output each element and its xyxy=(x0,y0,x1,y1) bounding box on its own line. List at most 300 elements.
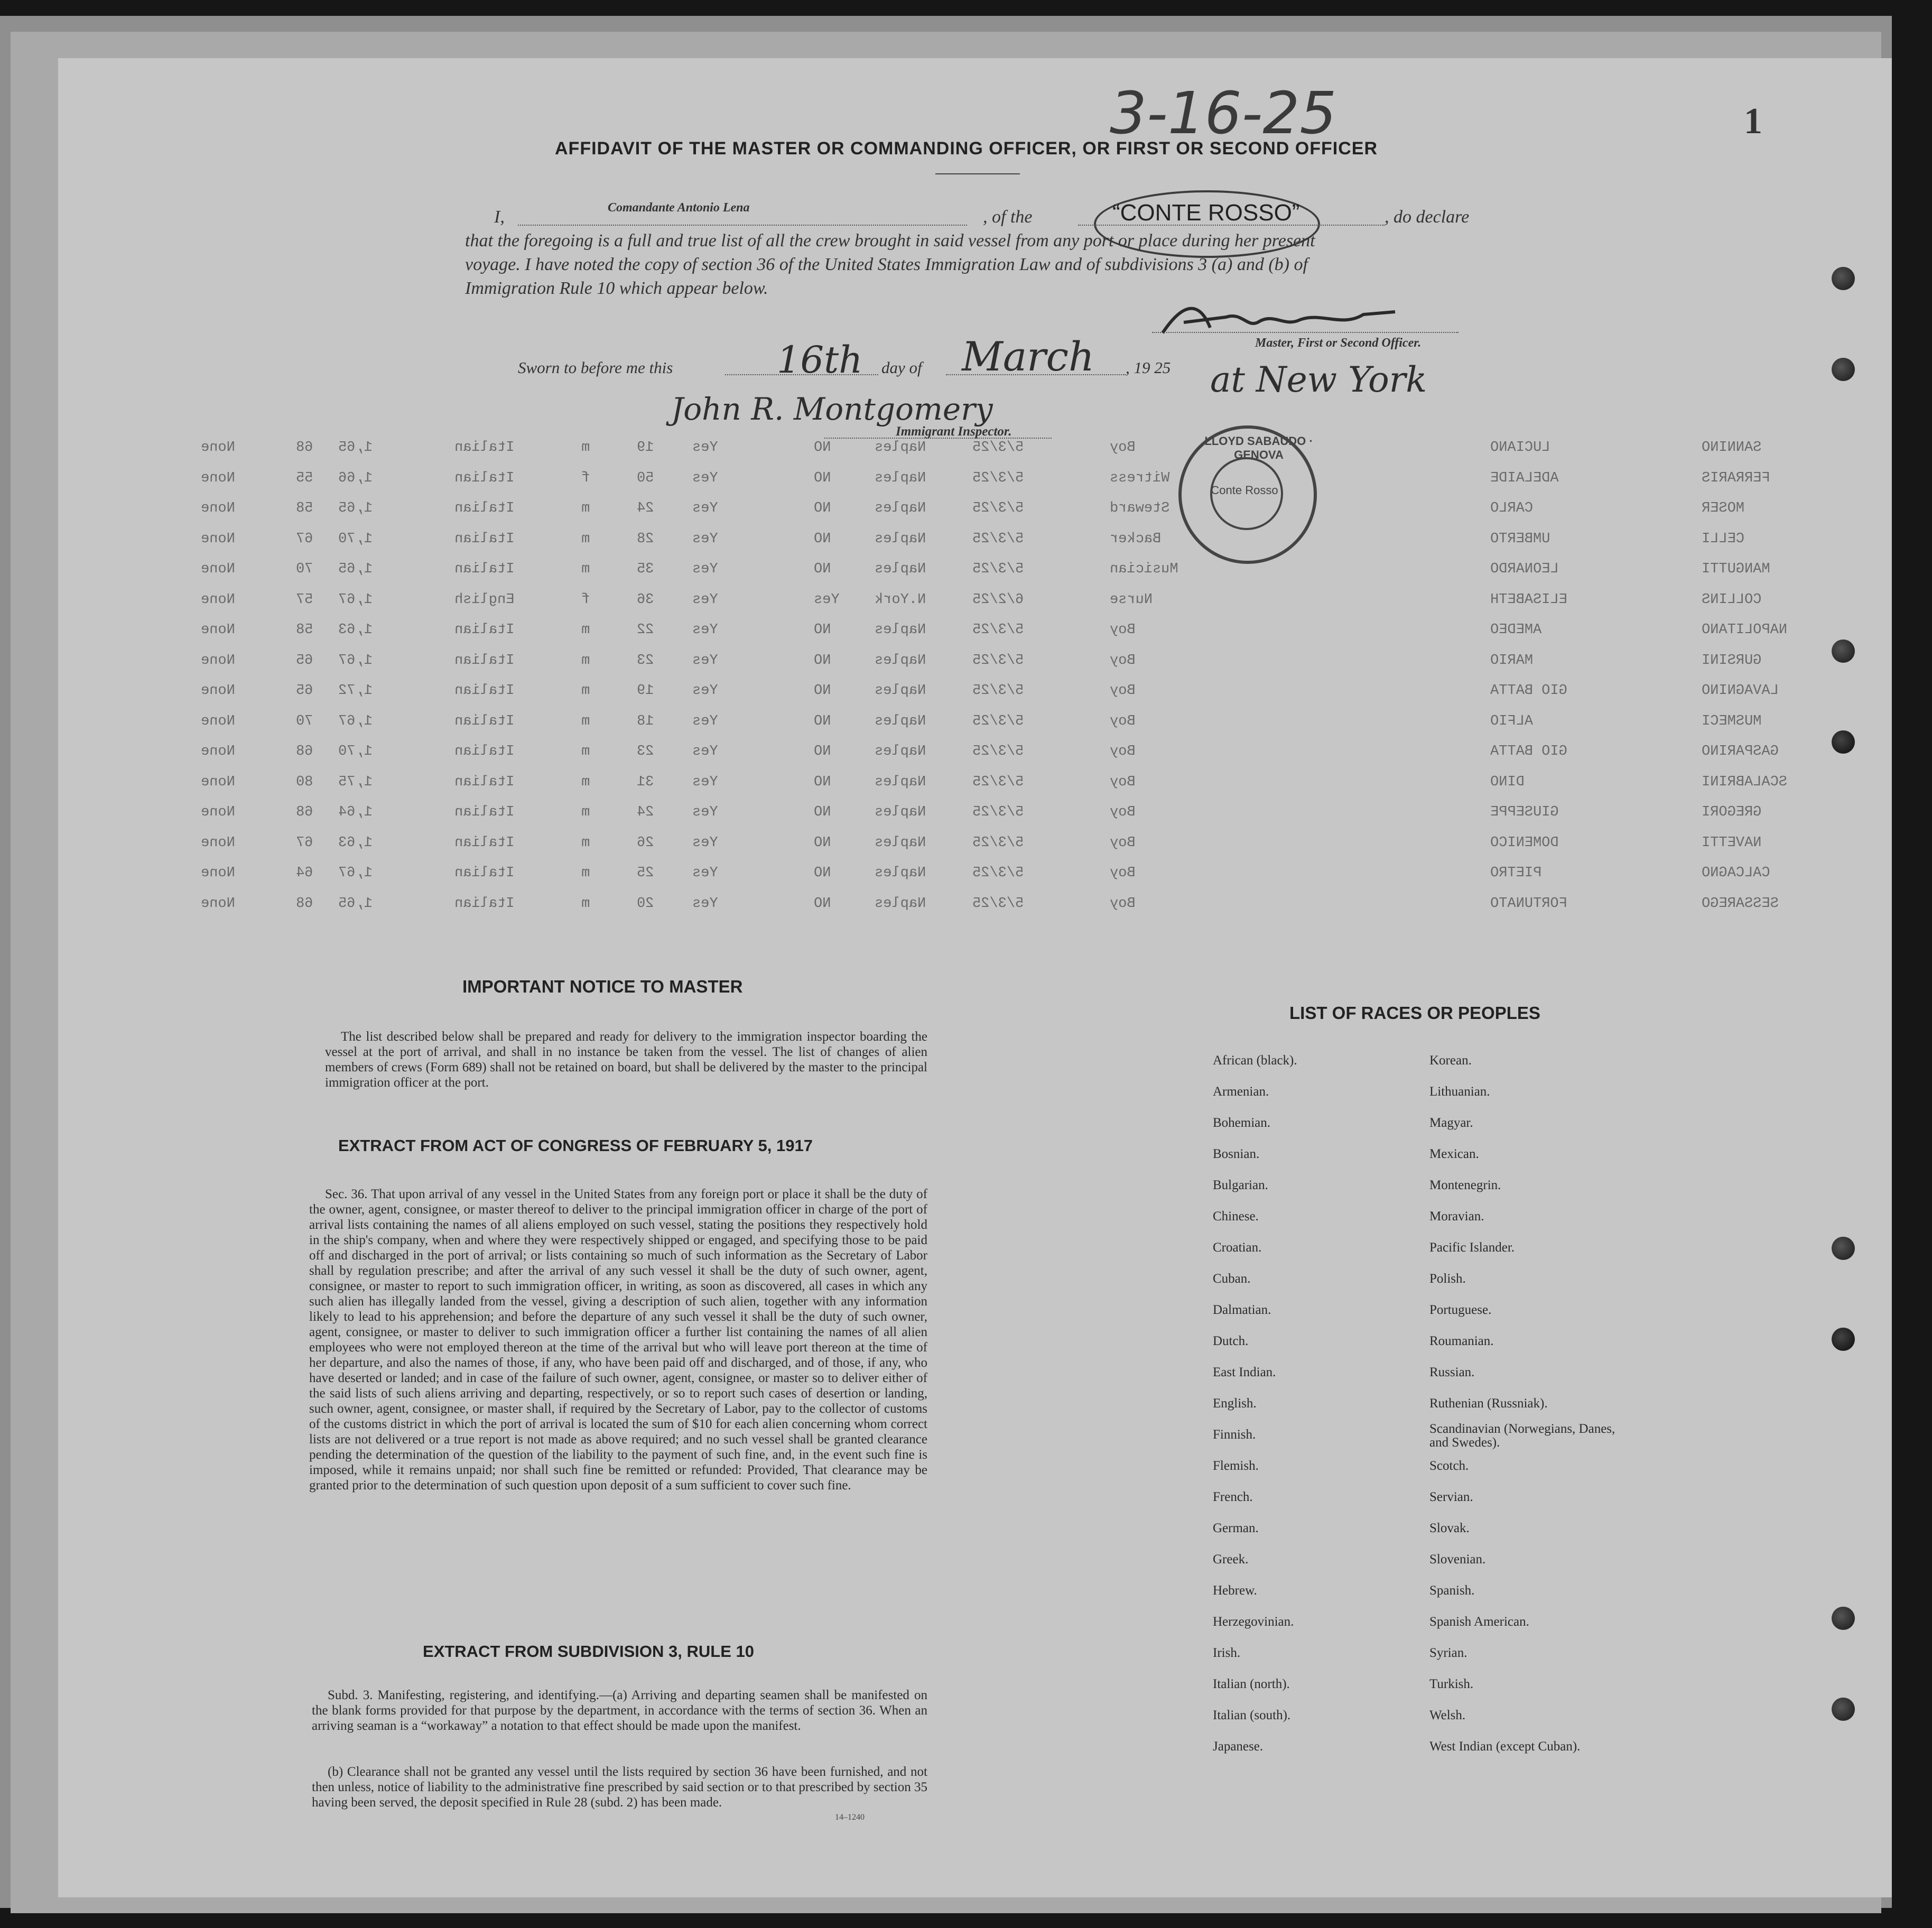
crew-height: 1,66 xyxy=(338,470,373,486)
race-item: Bohemian. xyxy=(1213,1116,1271,1130)
crew-height: 1,65 xyxy=(338,561,373,577)
crew-weight: 65 xyxy=(296,683,313,699)
crew-port: Naples xyxy=(875,622,926,638)
extract-rule-title: EXTRACT FROM SUBDIVISION 3, RULE 10 xyxy=(423,1642,754,1661)
race-item: East Indian. xyxy=(1213,1365,1276,1379)
crew-able: Yes xyxy=(692,683,718,699)
race-item: Hebrew. xyxy=(1213,1583,1257,1598)
crew-surname: MUSMECI xyxy=(1702,713,1762,729)
crew-position: Boy xyxy=(1110,895,1136,912)
crew-race: Italian xyxy=(454,652,515,669)
crew-sex: m xyxy=(581,774,590,790)
crew-position: Musician xyxy=(1110,561,1178,577)
crew-position: Boy xyxy=(1110,835,1136,851)
crew-marks: None xyxy=(201,744,235,759)
crew-surname: CELLI xyxy=(1702,531,1745,547)
crew-position: Nurse xyxy=(1110,591,1153,608)
crew-port: Naples xyxy=(875,500,926,516)
crew-marks: None xyxy=(201,895,235,912)
crew-position: Boy xyxy=(1110,622,1136,638)
crew-date: 5/3/25 xyxy=(972,440,1024,456)
race-item: Roumanian. xyxy=(1429,1334,1494,1348)
crew-date: 5/3/25 xyxy=(972,683,1024,699)
race-item: Montenegrin. xyxy=(1429,1178,1501,1192)
crew-port: Naples xyxy=(875,440,926,456)
crew-marks: None xyxy=(201,683,235,699)
race-item: Lithuanian. xyxy=(1429,1084,1490,1099)
crew-row xyxy=(0,440,1762,461)
crew-race: Italian xyxy=(454,531,515,547)
crew-marks: None xyxy=(201,561,235,577)
race-item: Polish. xyxy=(1429,1272,1466,1286)
crew-marks: None xyxy=(201,440,235,456)
crew-weight: 68 xyxy=(296,744,313,759)
crew-able: Yes xyxy=(692,470,718,486)
crew-height: 1,65 xyxy=(338,895,373,912)
crew-row xyxy=(0,835,1762,856)
crew-able: Yes xyxy=(692,440,718,456)
race-item: African (black). xyxy=(1213,1053,1297,1068)
crew-given: UMBERTO xyxy=(1490,531,1550,547)
crew-marks: None xyxy=(201,531,235,547)
crew-height: 1,63 xyxy=(338,835,373,851)
crew-sex: m xyxy=(581,500,590,516)
race-item: Bulgarian. xyxy=(1213,1178,1268,1192)
inspector-signature: John R. Montgomery xyxy=(671,391,993,427)
crew-row xyxy=(0,895,1779,917)
race-item: Flemish. xyxy=(1213,1459,1259,1473)
ship-name: “CONTE ROSSO” xyxy=(1112,200,1300,226)
crew-age: 35 xyxy=(637,561,654,577)
crew-height: 1,67 xyxy=(338,591,373,608)
crew-date: 5/3/25 xyxy=(972,500,1024,516)
race-item: Herzegovinian. xyxy=(1213,1615,1294,1629)
crew-race: Italian xyxy=(454,895,515,912)
crew-marks: None xyxy=(201,652,235,669)
race-item: Slovak. xyxy=(1429,1521,1470,1535)
crew-surname: CALCAGNO xyxy=(1702,865,1770,881)
crew-given: GIO BATTA xyxy=(1490,683,1567,699)
crew-date: 5/3/25 xyxy=(972,622,1024,638)
crew-position: Boy xyxy=(1110,440,1136,456)
punch-hole xyxy=(1832,1237,1855,1260)
crew-marks: None xyxy=(201,591,235,608)
crew-port: Naples xyxy=(875,744,926,759)
crew-paid: NO xyxy=(814,835,831,851)
crew-age: 23 xyxy=(637,744,654,759)
punch-hole xyxy=(1832,1607,1855,1630)
sworn-day: 16th xyxy=(777,338,863,382)
name-line xyxy=(518,225,967,226)
crew-weight: 67 xyxy=(296,531,313,547)
crew-row xyxy=(0,531,1745,552)
crew-able: Yes xyxy=(692,622,718,638)
crew-surname: MOSER xyxy=(1702,500,1745,516)
crew-surname: SESSAREGO xyxy=(1702,895,1779,912)
crew-date: 5/3/25 xyxy=(972,804,1024,820)
crew-weight: 55 xyxy=(296,470,313,486)
race-item: Korean. xyxy=(1429,1053,1472,1068)
crew-paid: NO xyxy=(814,622,831,638)
crew-port: Naples xyxy=(875,895,926,912)
crew-sex: m xyxy=(581,713,590,729)
crew-age: 19 xyxy=(637,440,654,456)
crew-port: Naples xyxy=(875,865,926,881)
crew-surname: COLLINS xyxy=(1702,591,1762,608)
crew-able: Yes xyxy=(692,500,718,516)
crew-port: Naples xyxy=(875,774,926,790)
crew-height: 1,65 xyxy=(338,440,373,456)
crew-surname: MANGUTTI xyxy=(1702,561,1770,577)
crew-race: Italian xyxy=(454,835,515,851)
crew-position: Steward xyxy=(1110,500,1170,516)
sworn-place: at New York xyxy=(1210,359,1427,400)
crew-given: DOMENICO xyxy=(1490,835,1559,851)
ship-line xyxy=(1078,225,1385,226)
crew-weight: 57 xyxy=(296,591,313,608)
extract-rule-text-a: Subd. 3. Manifesting, registering, and identifying.—(a) Arriving and departing seamen shall be manifested on the blank forms provided for that purpose by the department, in accordance with the terms of section 36. When an arriving seaman is a “workaway” a notation to that effect should be made upon the manifest. xyxy=(312,1688,927,1733)
crew-paid: NO xyxy=(814,470,831,486)
crew-sex: m xyxy=(581,804,590,820)
crew-given: CARLO xyxy=(1490,500,1534,516)
crew-position: Boy xyxy=(1110,683,1136,699)
crew-race: Italian xyxy=(454,683,515,699)
crew-paid: NO xyxy=(814,683,831,699)
crew-row xyxy=(0,744,1779,765)
crew-race: Italian xyxy=(454,713,515,729)
affidavit-line-2: that the foregoing is a full and true list of all the crew brought in said vessel from any port or place during her present xyxy=(465,231,1315,251)
race-item: Russian. xyxy=(1429,1365,1475,1379)
crew-given: ELISABETH xyxy=(1490,591,1567,608)
crew-date: 5/3/25 xyxy=(972,865,1024,881)
crew-paid: NO xyxy=(814,774,831,790)
crew-marks: None xyxy=(201,622,235,638)
sworn-day-of: day of xyxy=(881,358,922,377)
crew-surname: LAVAGNINO xyxy=(1702,683,1779,699)
title-rule xyxy=(935,173,1020,174)
crew-race: Italian xyxy=(454,865,515,881)
crew-paid: NO xyxy=(814,500,831,516)
crew-paid: NO xyxy=(814,744,831,759)
race-item: Greek. xyxy=(1213,1552,1249,1566)
master-name: Comandante Antonio Lena xyxy=(608,201,750,215)
punch-hole xyxy=(1832,267,1855,290)
crew-row xyxy=(0,622,1788,643)
punch-hole xyxy=(1832,1698,1855,1721)
race-item: Croatian. xyxy=(1213,1240,1262,1255)
crew-age: 23 xyxy=(637,652,654,669)
crew-marks: None xyxy=(201,774,235,790)
race-item: Finnish. xyxy=(1213,1428,1256,1442)
crew-able: Yes xyxy=(692,865,718,881)
race-item: Turkish. xyxy=(1429,1677,1474,1691)
race-item: Japanese. xyxy=(1213,1739,1264,1754)
crew-given: ALFIO xyxy=(1490,713,1534,729)
crew-able: Yes xyxy=(692,835,718,851)
crew-age: 22 xyxy=(637,622,654,638)
handwritten-date: 3-16-25 xyxy=(1110,79,1337,147)
page-number: 1 xyxy=(1744,101,1762,142)
crew-age: 24 xyxy=(637,500,654,516)
crew-position: Boy xyxy=(1110,744,1136,759)
crew-port: N.York xyxy=(875,591,926,608)
crew-port: Naples xyxy=(875,713,926,729)
race-item: Mexican. xyxy=(1429,1147,1479,1161)
race-item: Portuguese. xyxy=(1429,1303,1492,1317)
crew-paid: Yes xyxy=(814,591,840,608)
crew-height: 1,63 xyxy=(338,622,373,638)
punch-hole xyxy=(1832,730,1855,754)
crew-date: 5/3/25 xyxy=(972,531,1024,547)
crew-given: LEONARDO xyxy=(1490,561,1559,577)
crew-row xyxy=(0,652,1762,674)
crew-sex: m xyxy=(581,895,590,912)
race-item: Italian (south). xyxy=(1213,1708,1291,1722)
master-label: Master, First or Second Officer. xyxy=(1255,336,1422,350)
crew-position: Backer xyxy=(1110,531,1162,547)
race-item: Chinese. xyxy=(1213,1209,1259,1223)
crew-able: Yes xyxy=(692,895,718,912)
crew-weight: 58 xyxy=(296,500,313,516)
crew-row xyxy=(0,774,1788,795)
crew-sex: m xyxy=(581,531,590,547)
crew-able: Yes xyxy=(692,713,718,729)
crew-sex: m xyxy=(581,652,590,669)
crew-port: Naples xyxy=(875,470,926,486)
crew-given: LUCIANO xyxy=(1490,440,1550,456)
race-item: Bosnian. xyxy=(1213,1147,1260,1161)
crew-sex: m xyxy=(581,744,590,759)
crew-paid: NO xyxy=(814,652,831,669)
race-item: Spanish American. xyxy=(1429,1615,1529,1629)
crew-row xyxy=(0,561,1770,582)
crew-race: Italian xyxy=(454,774,515,790)
race-item: German. xyxy=(1213,1521,1259,1535)
crew-date: 5/3/25 xyxy=(972,470,1024,486)
extract-rule-text-b: (b) Clearance shall not be granted any vessel until the lists required by section 36 have been furnished, and not then unless, notice of liability to the administrative fine prescribed by said section or to that prescribed by section 35 having been served, the deposit specified in Rule 28 (subd. 2) has been made. xyxy=(312,1765,927,1810)
affidavit-line-4: Immigration Rule 10 which appear below. xyxy=(465,279,768,298)
crew-surname: SANNINO xyxy=(1702,440,1762,456)
race-item: Scandinavian (Norwegians, Danes, and Swedes). xyxy=(1429,1422,1615,1450)
crew-marks: None xyxy=(201,500,235,516)
crew-surname: NAPOLITANO xyxy=(1702,622,1788,638)
crew-age: 24 xyxy=(637,804,654,820)
affidavit-i: I, xyxy=(494,207,505,227)
punch-hole xyxy=(1832,1328,1855,1351)
race-item: Syrian. xyxy=(1429,1646,1467,1660)
crew-date: 5/3/25 xyxy=(972,774,1024,790)
race-item: Italian (north). xyxy=(1213,1677,1290,1691)
crew-sex: m xyxy=(581,561,590,577)
crew-row xyxy=(0,591,1762,613)
crew-given: DINO xyxy=(1490,774,1525,790)
crew-sex: f xyxy=(581,470,590,486)
crew-able: Yes xyxy=(692,744,718,759)
crew-date: 5/3/25 xyxy=(972,744,1024,759)
crew-age: 50 xyxy=(637,470,654,486)
sworn-prefix: Sworn to before me this xyxy=(518,358,673,377)
crew-paid: NO xyxy=(814,531,831,547)
crew-weight: 70 xyxy=(296,713,313,729)
crew-port: Naples xyxy=(875,683,926,699)
crew-port: Naples xyxy=(875,531,926,547)
crew-race: Italian xyxy=(454,804,515,820)
crew-surname: GREGORI xyxy=(1702,804,1762,820)
race-item: English. xyxy=(1213,1396,1257,1411)
crew-able: Yes xyxy=(692,652,718,669)
crew-marks: None xyxy=(201,835,235,851)
crew-race: Italian xyxy=(454,561,515,577)
crew-port: Naples xyxy=(875,835,926,851)
crew-date: 5/3/25 xyxy=(972,895,1024,912)
crew-race: Italian xyxy=(454,470,515,486)
crew-position: Boy xyxy=(1110,865,1136,881)
crew-weight: 64 xyxy=(296,865,313,881)
crew-race: Italian xyxy=(454,622,515,638)
crew-height: 1,72 xyxy=(338,683,373,699)
crew-race: Italian xyxy=(454,744,515,759)
race-item: Welsh. xyxy=(1429,1708,1466,1722)
crew-weight: 58 xyxy=(296,622,313,638)
crew-able: Yes xyxy=(692,531,718,547)
crew-able: Yes xyxy=(692,591,718,608)
affidavit-of-the: , of the xyxy=(983,207,1033,227)
crew-given: MARIO xyxy=(1490,652,1534,669)
crew-race: Italian xyxy=(454,500,515,516)
crew-row xyxy=(0,804,1762,826)
crew-date: 5/3/25 xyxy=(972,713,1024,729)
crew-date: 6/2/25 xyxy=(972,591,1024,608)
race-item: Moravian. xyxy=(1429,1209,1484,1223)
crew-position: Witress xyxy=(1110,470,1170,486)
race-item: Dutch. xyxy=(1213,1334,1249,1348)
crew-height: 1,64 xyxy=(338,804,373,820)
crew-paid: NO xyxy=(814,440,831,456)
crew-height: 1,67 xyxy=(338,865,373,881)
crew-marks: None xyxy=(201,713,235,729)
crew-able: Yes xyxy=(692,561,718,577)
crew-height: 1,70 xyxy=(338,744,373,759)
race-item: Magyar. xyxy=(1429,1116,1473,1130)
crew-sex: m xyxy=(581,835,590,851)
crew-height: 1,67 xyxy=(338,713,373,729)
crew-weight: 68 xyxy=(296,804,313,820)
race-item: Scotch. xyxy=(1429,1459,1469,1473)
sworn-year: , 19 25 xyxy=(1126,358,1171,377)
crew-sex: m xyxy=(581,683,590,699)
crew-age: 19 xyxy=(637,683,654,699)
crew-given: PIETRO xyxy=(1490,865,1542,881)
race-item: West Indian (except Cuban). xyxy=(1429,1739,1581,1754)
extract-act-text: Sec. 36. That upon arrival of any vessel in the United States from any foreign port or place it shall be the duty of the owner, agent, consignee, or master thereof to deliver to the principal immigration officer in charge of the port of arrival lists containing the names of all aliens employed on such vessel, stating the positions they respectively hold in the ship's company, when and where they were respectively shipped or engaged, and specifying those to be paid off and discharged in the port of arrival; or lists containing so much of such information as the Secretary of Labor shall by regulation prescribe; and after the arrival of any such vessel it shall be the duty of such owner, agent, consignee, or master to report to such immigration officer, in writing, as soon as discovered, all cases in which any such alien has illegally landed from the vessel, giving a description of such alien, together with any information likely to lead to his apprehension; and before the departure of any such vessel it shall be the duty of such owner, agent, consignee, or master to deliver to such immigration officer a further list containing the names of all alien employees who were not employed thereon at the time of the arrival but who will leave port thereon at the time of her departure, and also the names of those, if any, who have been paid off and discharged, and of those, if any, who have deserted or landed; and in case of the failure of such owner, agent, consignee, or master so to deliver either of the said lists of such aliens arriving and departing, respectively, or so to report such cases of desertion or landing, such owner, agent, consignee, or master shall, if required by the Secretary of Labor, pay to the collector of customs of the customs district in which the port of arrival is located the sum of $10 for each alien concerning whom correct lists are not delivered or a true report is not made as above required; and no such vessel shall be granted clearance pending the determination of the question of the liability to the payment of such fine, and, in the event such fine is imposed, while it remains unpaid; nor shall such fine be remitted or refunded: Provided, That clearance may be granted prior to the determination of such question upon deposit of a sum sufficient to cover such fine. xyxy=(309,1187,927,1493)
crew-paid: NO xyxy=(814,713,831,729)
crew-able: Yes xyxy=(692,774,718,790)
affidavit-declare: , do declare xyxy=(1385,207,1470,227)
crew-surname: NAVETTI xyxy=(1702,835,1762,851)
crew-given: GIO BATTA xyxy=(1490,744,1567,759)
crew-position: Boy xyxy=(1110,713,1136,729)
race-item: French. xyxy=(1213,1490,1253,1504)
crew-marks: None xyxy=(201,865,235,881)
crew-age: 36 xyxy=(637,591,654,608)
crew-given: FORTUNATO xyxy=(1490,895,1567,912)
crew-row xyxy=(0,713,1762,735)
crew-weight: 67 xyxy=(296,835,313,851)
extract-act-title: EXTRACT FROM ACT OF CONGRESS OF FEBRUARY 5, 1917 xyxy=(338,1136,813,1155)
race-item: Irish. xyxy=(1213,1646,1241,1660)
crew-sex: m xyxy=(581,440,590,456)
crew-given: GIUSEPPE xyxy=(1490,804,1559,820)
crew-weight: 80 xyxy=(296,774,313,790)
crew-given: ADELAIDE xyxy=(1490,470,1559,486)
crew-age: 31 xyxy=(637,774,654,790)
inspector-label: Immigrant Inspector. xyxy=(896,424,1012,439)
punch-hole xyxy=(1832,358,1855,381)
race-item: Ruthenian (Russniak). xyxy=(1429,1396,1548,1411)
crew-able: Yes xyxy=(692,804,718,820)
crew-paid: NO xyxy=(814,895,831,912)
crew-date: 5/3/25 xyxy=(972,835,1024,851)
crew-surname: FERRARIS xyxy=(1702,470,1770,486)
races-title: LIST OF RACES OR PEOPLES xyxy=(1289,1003,1540,1023)
crew-sex: f xyxy=(581,591,590,608)
crew-weight: 65 xyxy=(296,652,313,669)
crew-position: Boy xyxy=(1110,774,1136,790)
crew-position: Boy xyxy=(1110,652,1136,669)
crew-sex: m xyxy=(581,622,590,638)
crew-paid: NO xyxy=(814,561,831,577)
crew-row xyxy=(0,865,1770,886)
crew-position: Boy xyxy=(1110,804,1136,820)
crew-surname: GURSINI xyxy=(1702,652,1762,669)
crew-row xyxy=(0,500,1745,522)
crew-marks: None xyxy=(201,804,235,820)
signature-line xyxy=(1152,332,1459,333)
crew-height: 1,67 xyxy=(338,652,373,669)
crew-paid: NO xyxy=(814,804,831,820)
race-item: Servian. xyxy=(1429,1490,1473,1504)
crew-race: English xyxy=(454,591,515,608)
race-item: Armenian. xyxy=(1213,1084,1269,1099)
form-number: 14–1240 xyxy=(835,1813,865,1822)
crew-paid: NO xyxy=(814,865,831,881)
crew-weight: 68 xyxy=(296,895,313,912)
crew-weight: 70 xyxy=(296,561,313,577)
crew-port: Naples xyxy=(875,561,926,577)
crew-date: 5/3/25 xyxy=(972,652,1024,669)
crew-age: 18 xyxy=(637,713,654,729)
race-item: Slovenian. xyxy=(1429,1552,1486,1566)
sworn-month: March xyxy=(962,333,1094,380)
crew-marks: None xyxy=(201,470,235,486)
crew-height: 1,65 xyxy=(338,500,373,516)
crew-height: 1,75 xyxy=(338,774,373,790)
crew-surname: SCALABRINI xyxy=(1702,774,1788,790)
affidavit-line-3: voyage. I have noted the copy of section 36 of the United States Immigration Law and of subdivisions 3 (a) and (b) of xyxy=(465,255,1308,274)
crew-age: 25 xyxy=(637,865,654,881)
race-item: Dalmatian. xyxy=(1213,1303,1271,1317)
punch-hole xyxy=(1832,639,1855,663)
notice-title: IMPORTANT NOTICE TO MASTER xyxy=(462,977,743,996)
race-item: Spanish. xyxy=(1429,1583,1475,1598)
notice-text: The list described below shall be prepared and ready for delivery to the immigration inspector boarding the vessel at the port of arrival, and shall in no instance be taken from the vessel. The list of changes of alien members of crews (Form 689) shall not be retained on board, but shall be delivered by the master to the principal immigration officer at the port. xyxy=(325,1030,927,1090)
crew-age: 20 xyxy=(637,895,654,912)
crew-age: 28 xyxy=(637,531,654,547)
crew-surname: GASPARINO xyxy=(1702,744,1779,759)
stamp-inner-text: Conte Rosso xyxy=(1211,484,1278,497)
race-item: Pacific Islander. xyxy=(1429,1240,1515,1255)
crew-port: Naples xyxy=(875,804,926,820)
